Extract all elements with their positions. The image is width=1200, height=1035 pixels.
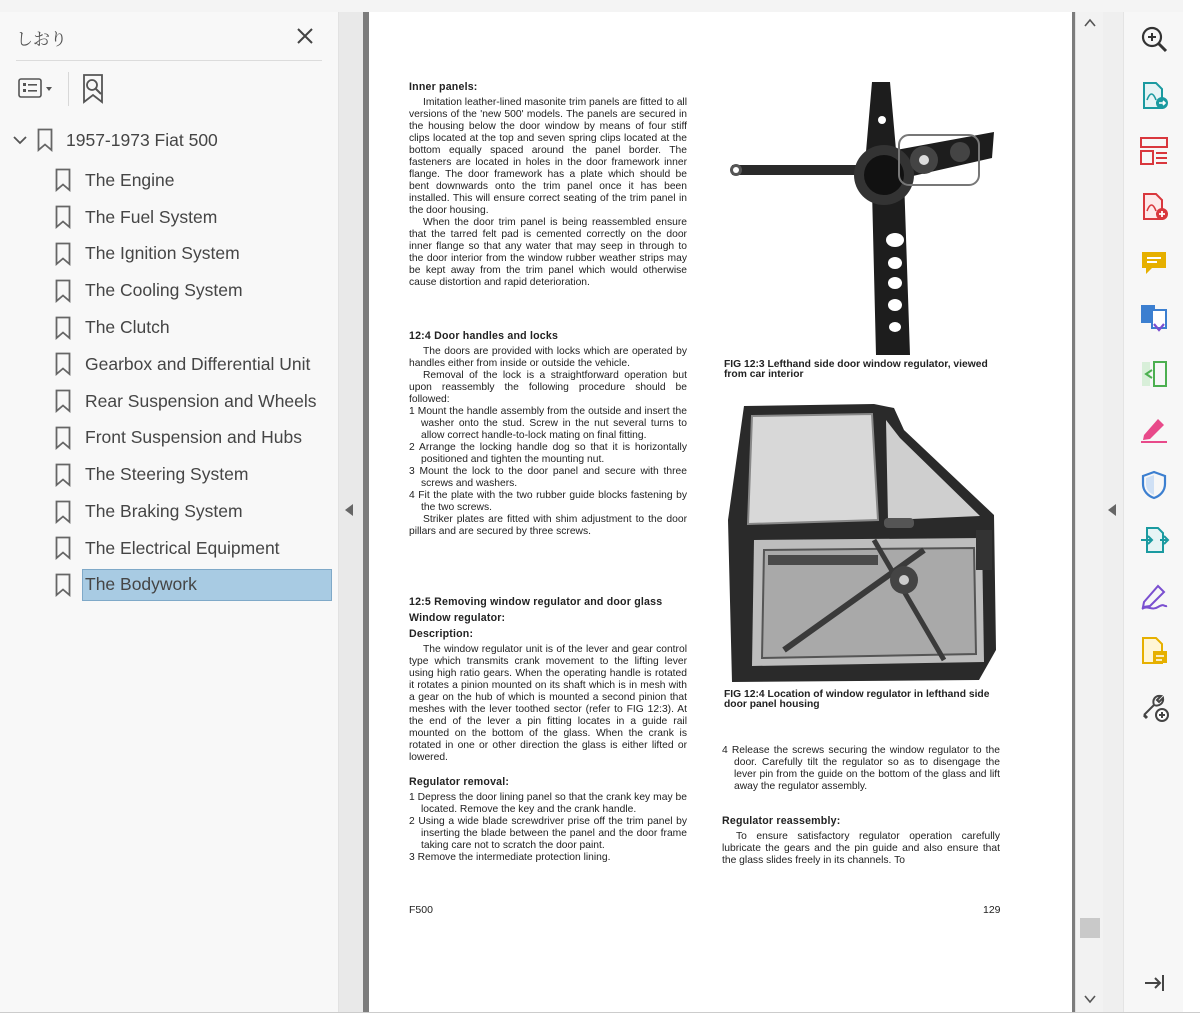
- bookmark-root-label: 1957-1973 Fiat 500: [66, 129, 218, 150]
- panel-divider: [16, 60, 322, 61]
- left-pane-collapse-bar[interactable]: [339, 12, 363, 1012]
- bookmark-label: The Fuel System: [85, 206, 218, 227]
- bookmark-item[interactable]: [54, 493, 338, 530]
- list-item: 3 Mount the lock to the door panel and secure with three screws and washers.: [409, 466, 687, 489]
- list-item: 4 Fit the plate with the two rubber guide blocks fastening by the two screws.: [409, 490, 687, 513]
- bookmarks-panel-title: しおり: [16, 30, 67, 50]
- bookmark-root[interactable]: [8, 126, 218, 154]
- create-pdf-button[interactable]: [1138, 191, 1170, 223]
- figure-12-3-caption: FIG 12:3 Lefthand side door window regulator, viewed from car interior: [724, 359, 988, 380]
- vertical-scrollbar[interactable]: [1075, 12, 1104, 1012]
- bookmark-icon: [54, 278, 72, 304]
- bookmark-item[interactable]: [54, 236, 338, 273]
- expand-right-arrow-icon[interactable]: [1108, 504, 1116, 516]
- sticky-note-button[interactable]: [1138, 635, 1170, 667]
- fill-sign-button[interactable]: [1138, 413, 1170, 445]
- collapse-left-arrow-icon[interactable]: [345, 504, 353, 516]
- compress-pdf-button[interactable]: [1138, 358, 1170, 390]
- comment-icon: [1138, 247, 1170, 279]
- chevron-down-icon: [13, 135, 27, 145]
- organize-pages-icon: [1138, 135, 1170, 167]
- window-right-edge: [1183, 0, 1200, 1034]
- left-column: [409, 330, 687, 538]
- list-item: 2 Using a wide blade screwdriver prise off the trim panel by inserting the blade between the panel and the door frame taking care not to scratch the door paint.: [409, 816, 687, 851]
- bookmark-label: The Electrical Equipment: [85, 537, 280, 558]
- page-number: 129: [983, 904, 1001, 916]
- bookmark-icon: [54, 351, 72, 377]
- request-signature-button[interactable]: [1138, 580, 1170, 612]
- figure-12-4-door-illustration: [724, 400, 1004, 694]
- scroll-up-button[interactable]: [1076, 12, 1104, 36]
- close-icon: [296, 27, 314, 45]
- bookmark-item[interactable]: [54, 309, 338, 346]
- bookmark-options-button[interactable]: [18, 76, 60, 102]
- combine-files-button[interactable]: [1138, 302, 1170, 334]
- paragraph: Imitation leather-lined masonite trim panels are fitted to all versions of the 'new 500' models. The panels are secured in the housing below the door window by means of four stiff clips located at the top and seven spring clips located at the bottom equally spaced around the panel border. The fasteners are located in holes in the door framework inner flange. The door framework has a plate which should be bent downwards onto the trim panel once it has been installed. This will ensure correct seating of the trim panel in the door housing.: [409, 97, 687, 216]
- combine-files-icon: [1138, 302, 1170, 334]
- section-heading: Inner panels:: [409, 81, 478, 93]
- paragraph: The window regulator unit is of the lever and gear control type which transmits crank movement to the lifting lever using high ratio gears. When the operating handle is rotated it rotates a pinion mounted on its shaft which is in mesh with a gear on the hub of which is mounted a second pinion that meshes with the lever toothed sector (refer to FIG 12:3). At the end of the lever a pin fitting locates in a guide rail mounted on the bottom of the glass. When the crank is rotated in one or other direction the glass is either lifted or lowered.: [409, 644, 687, 763]
- comment-button[interactable]: [1138, 247, 1170, 279]
- bookmark-icon: [54, 388, 72, 414]
- bookmark-item-selected[interactable]: [54, 567, 338, 604]
- section-heading: 12:5 Removing window regulator and door glass: [409, 596, 663, 608]
- left-column: [409, 596, 687, 864]
- bookmark-item[interactable]: [54, 199, 338, 236]
- bookmark-icon: [54, 315, 72, 341]
- compress-pdf-icon: [1138, 358, 1170, 390]
- sub-heading: Window regulator:: [409, 612, 506, 624]
- bookmark-item[interactable]: [54, 346, 338, 383]
- find-current-bookmark-button[interactable]: [80, 74, 108, 104]
- figure-12-4-caption: FIG 12:4 Location of window regulator in lefthand side door panel housing: [724, 689, 990, 710]
- expand-toggle[interactable]: [8, 126, 32, 154]
- bookmark-label: The Clutch: [85, 317, 170, 338]
- organize-pages-button[interactable]: [1138, 135, 1170, 167]
- bookmark-icon: [36, 127, 54, 153]
- export-pdf-button[interactable]: [1138, 80, 1170, 112]
- sub-heading: Regulator removal:: [409, 776, 510, 788]
- bookmark-label: The Cooling System: [85, 280, 243, 301]
- paragraph: Striker plates are fitted with shim adjustment to the door pillars and are secured by three screws.: [409, 514, 687, 537]
- zoom-tool-button[interactable]: [1138, 24, 1170, 56]
- scroll-thumb[interactable]: [1080, 918, 1100, 938]
- collapse-tools-button[interactable]: [1138, 967, 1170, 999]
- close-panel-button[interactable]: [292, 22, 318, 50]
- bookmark-icon: [54, 241, 72, 267]
- request-signature-icon: [1138, 580, 1170, 612]
- paragraph: To ensure satisfactory regulator operation carefully lubricate the gears and the pin guide and also ensure that the glass slides freely in its channels. To: [722, 831, 1000, 866]
- bookmark-item[interactable]: [54, 272, 338, 309]
- tools-pane: [1123, 12, 1184, 1012]
- paragraph: The doors are provided with locks which are operated by handles either from inside or outside the vehicle.: [409, 346, 687, 369]
- left-column: [409, 81, 687, 289]
- sticky-note-icon: [1138, 635, 1170, 667]
- send-for-review-button[interactable]: [1138, 524, 1170, 556]
- chevron-down-icon: [1084, 994, 1096, 1004]
- bookmark-list: [54, 162, 338, 604]
- collapse-pane-icon: [1138, 967, 1170, 999]
- bookmark-label: The Ignition System: [85, 243, 240, 264]
- page-footer-label: F500: [409, 904, 433, 916]
- send-for-review-icon: [1138, 524, 1170, 556]
- bookmark-label: The Bodywork: [83, 570, 331, 600]
- window-bottom-strip: [0, 1012, 1200, 1035]
- bookmark-icon: [54, 204, 72, 230]
- bookmark-icon: [54, 425, 72, 451]
- more-tools-icon: [1138, 691, 1170, 723]
- bookmark-item[interactable]: [54, 530, 338, 567]
- protect-icon: [1138, 469, 1170, 501]
- find-bookmark-icon: [80, 74, 108, 104]
- scroll-down-button[interactable]: [1076, 988, 1104, 1012]
- figure-12-3-regulator-illustration: [724, 80, 1004, 370]
- bookmark-item[interactable]: [54, 420, 338, 457]
- bookmark-icon: [54, 462, 72, 488]
- bookmarks-panel: [0, 12, 339, 1012]
- toolbar-separator: [68, 72, 69, 106]
- bookmark-icon: [54, 167, 72, 193]
- sub-heading: Regulator reassembly:: [722, 815, 841, 827]
- bookmark-icon: [54, 499, 72, 525]
- more-tools-button[interactable]: [1138, 691, 1170, 723]
- chevron-up-icon: [1084, 18, 1096, 28]
- protect-button[interactable]: [1138, 469, 1170, 501]
- right-column: [722, 745, 1000, 867]
- bookmark-label: The Steering System: [85, 464, 249, 485]
- bookmark-item[interactable]: [54, 456, 338, 493]
- bookmark-label: The Braking System: [85, 501, 243, 522]
- list-item: 2 Arrange the locking handle dog so that it is horizontally positioned and tighten the mounting nut.: [409, 442, 687, 465]
- list-item: 1 Depress the door lining panel so that the crank key may be located. Remove the key and the crank handle.: [409, 792, 687, 815]
- section-heading: 12:4 Door handles and locks: [409, 330, 559, 342]
- export-pdf-icon: [1138, 80, 1170, 112]
- bookmark-item[interactable]: [54, 383, 338, 420]
- bookmark-item[interactable]: [54, 162, 338, 199]
- bookmark-label: The Engine: [85, 169, 175, 190]
- bookmark-icon: [54, 535, 72, 561]
- right-pane-collapse-bar[interactable]: [1103, 12, 1123, 1012]
- fill-sign-icon: [1138, 413, 1170, 445]
- paragraph: When the door trim panel is being reassembled ensure that the tarred felt pad is cemented correctly on the door inner flange so that any water that may seep in through to the door interior from the window rubber weather strips may be kept away from the trim panel which would otherwise cause distortion and rapid deterioration.: [409, 217, 687, 288]
- bookmark-label: Front Suspension and Hubs: [85, 427, 302, 448]
- bookmark-label: Gearbox and Differential Unit: [85, 353, 311, 374]
- options-list-icon: [18, 76, 60, 102]
- list-item: 1 Mount the handle assembly from the outside and insert the washer onto the stud. Screw in the nut several turns to allow correct handle-to-lock mating on final fitting.: [409, 406, 687, 441]
- pdf-page: [369, 12, 1072, 1012]
- sub-heading: Description:: [409, 628, 474, 640]
- create-pdf-icon: [1138, 191, 1170, 223]
- list-item: 3 Remove the intermediate protection lining.: [409, 852, 611, 863]
- paragraph: Removal of the lock is a straightforward operation but upon reassembly the following procedure should be followed:: [409, 370, 687, 405]
- bookmark-label: Rear Suspension and Wheels: [85, 390, 317, 411]
- zoom-tool-icon: [1138, 24, 1170, 56]
- list-item: 4 Release the screws securing the window regulator to the door. Carefully tilt the regulator so as to disengage the lever pin from the guide on the bottom of the glass and lift away the regulator assembly.: [722, 745, 1000, 792]
- bookmark-icon: [54, 572, 72, 598]
